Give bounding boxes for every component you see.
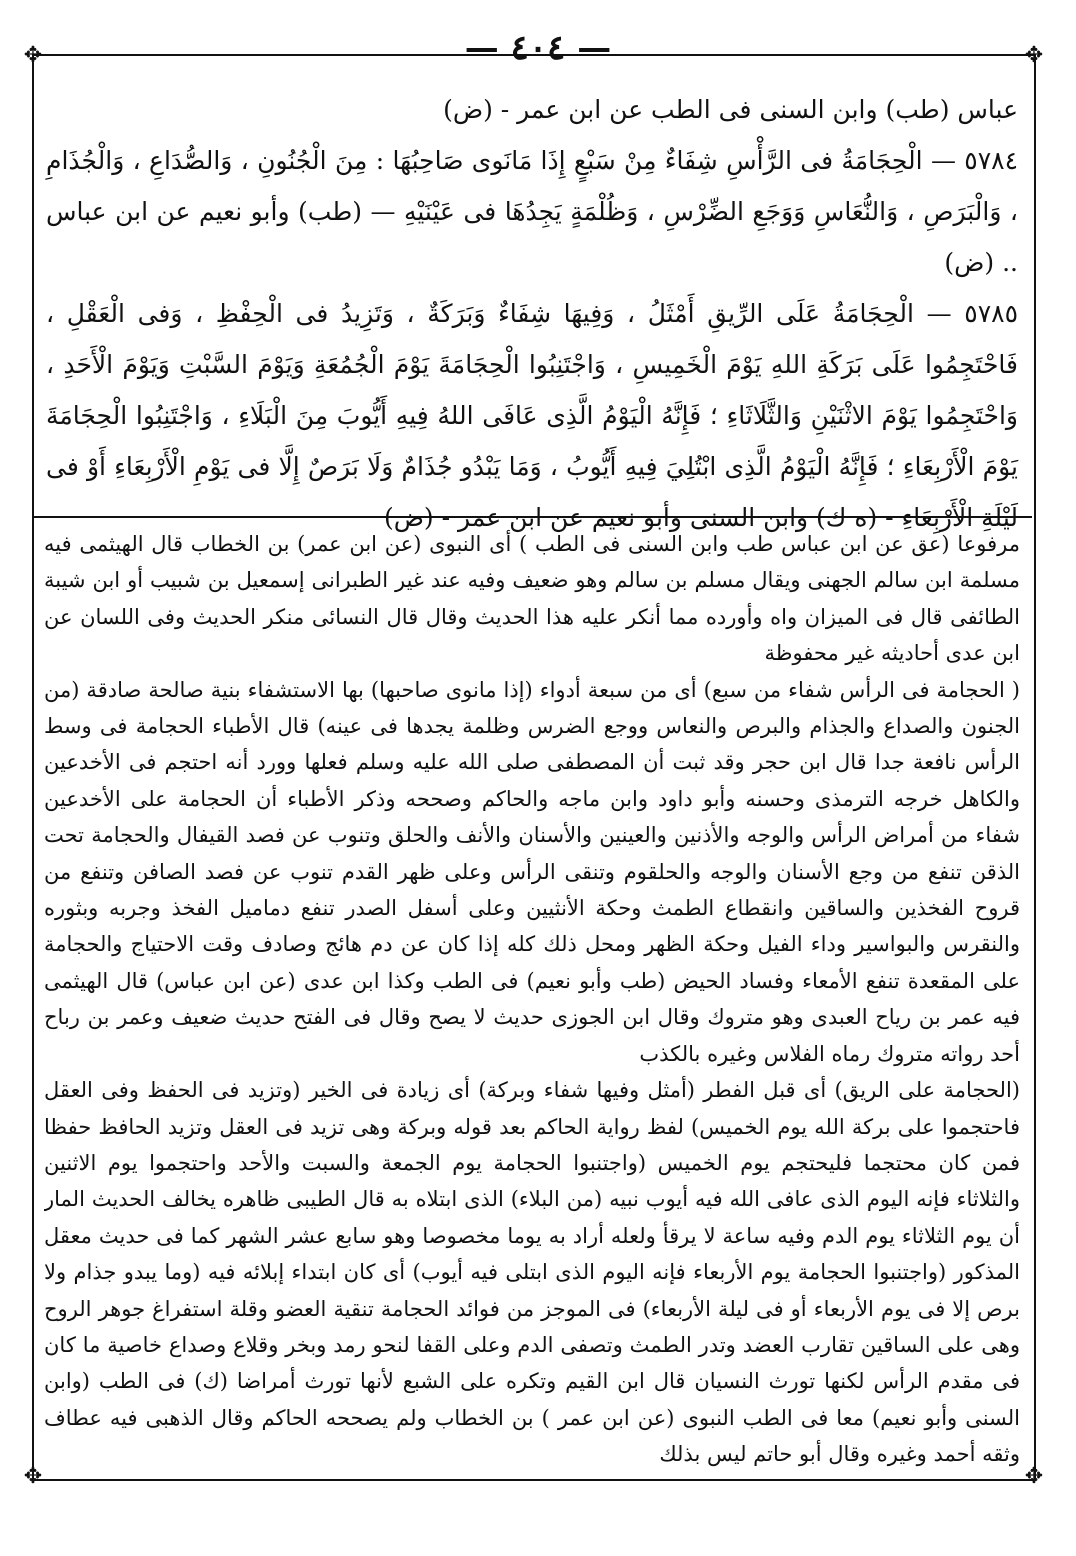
main-text: [46, 84, 1018, 532]
corner-ornament-icon: ✥: [23, 43, 43, 68]
commentary-paragraph: ( الحجامة فى الرأس شفاء من سبع) أى من سبعة أدواء (إذا مانوى صاحبها) بها الاستشفاء بنية صالحة صادقة (من الجنون والصداع والجذام والبرص والنعاس ووجع الضرس وظلمة يجدها فى عينه) قال الأطباء الحجامة فى وسط الرأس نافعة جدا قال ابن حجر وقد ثبت أن المصطفى صلى الله عليه وسلم فعلها وورد أنه احتجم فى الأخدعين والكاهل خرجه الترمذى وحسنه وأبو داود وابن ماجه والحاكم وصححه وذكر الأطباء أن الحجامة على الأخدعين شفاء من أمراض الرأس والوجه والأذنين والعينين والأسنان والأنف والحلق وتنوب عن فصد القيفال والحجامة تحت الذقن تنفع من وجع الأسنان والوجه والحلقوم وتنقى الرأس وعلى ظهر القدم تنوب عن فصد الصافن وتنفع من قروح الفخذين والساقين وانقطاع الطمث وحكة الأنثيين وعلى أسفل الصدر تنفع دماميل الفخذ وجربه وبثوره والنقرس والبواسير وداء الفيل وحكة الظهر ومحل ذلك كله إذا كان عن دم هائج وصادف وقت الاحتياج والحجامة على المقعدة تنفع الأمعاء وفساد الحيض (طب وأبو نعيم) فى الطب وكذا ابن عدى (عن ابن عباس) قال الهيثمى فيه عمر بن رياح العبدى وهو متروك وقال ابن الجوزى حديث لا يصح وقال فى الفتح حديث ضعيف وعمر بن رباح أحد رواته متروك رماه الفلاس وغيره بالكذب: [44, 677, 1020, 1066]
commentary-paragraph: مرفوعا (عق عن ابن عباس طب وابن السنى فى الطب ) أى النبوى (عن ابن عمر) بن الخطاب قال الهيثمى فيه مسلمة ابن سالم الجهنى ويقال مسلم بن سالم وهو ضعيف وفيه عند غير الطبرانى إسمعيل بن شبيب أو ابن شيبة الطائفى قال فى الميزان واه وأورده مما أنكر عليه هذا الحديث وقال قال النسائى منكر الحديث وفى اللسان عن ابن عدى أحاديثه غير محفوظة: [44, 532, 1020, 666]
corner-ornament-icon: ✥: [1024, 1464, 1044, 1489]
corner-ornament-icon: ✥: [1024, 43, 1044, 68]
corner-ornament-icon: ✥: [23, 1464, 43, 1489]
main-paragraph: عباس (طب) وابن السنى فى الطب عن ابن عمر - (ض): [443, 95, 1018, 124]
hadith-5785: ٥٧٨٥ — الْحِجَامَةُ عَلَى الرِّيقِ أَمْثَلُ ، وَفِيهَا شِفَاءٌ وَبَرَكَةٌ ، وَتَزِيدُ فى الْحِفْظِ ، وَفى الْعَقْلِ ، فَاحْتَجِمُوا عَلَى بَرَكَةِ اللهِ يَوْمَ الْخَمِيسِ ، وَاجْتَنِبُوا الْحِجَامَةَ يَوْمَ الْجُمُعَةِ وَيَوْمَ السَّبْتِ وَيَوْمَ الْأَحَدِ ، وَاحْتَجِمُوا يَوْمَ الاثْنَيْنِ وَالثَّلَاثَاءِ ؛ فَإِنَّهُ الْيَوْمُ الَّذِى عَافَى اللهُ فِيهِ أَيُّوبَ مِنَ الْبَلَاءِ ، وَاجْتَنِبُوا الْحِجَامَةَ يَوْمَ الْأَرْبِعَاءِ ؛ فَإِنَّهُ الْيَوْمُ الَّذِى ابْتُلِيَ فِيهِ أَيُّوبُ ، وَمَا يَبْدُو جُذَامٌ وَلَا بَرَصٌ إِلَّا فى يَوْمِ الْأَرْبِعَاءِ أَوْ فى لَيْلَةِ الْأَرْبِعَاءِ - (ه ك) وابن السنى وأبو نعيم عن ابن عمر - (ض): [46, 299, 1018, 532]
commentary: [44, 526, 1020, 1472]
section-divider: [34, 516, 1032, 518]
hadith-5784: ٥٧٨٤ — الْحِجَامَةُ فى الرَّأْسِ شِفَاءٌ مِنْ سَبْعٍ إِذَا مَانَوى صَاحِبُهَا : مِنَ الْجُنُونِ ، وَالصُّدَاعِ ، وَالْجُذَامِ ، وَالْبَرَصِ ، وَالنُّعَاسِ وَوَجَعِ الضِّرْسِ ، وَظُلْمَةٍ يَجِدُهَا فى عَيْنَيْهِ — (طب) وأبو نعيم عن ابن عباس .. (ض): [46, 146, 1018, 277]
page-number: — ٤٠٤ —: [464, 28, 612, 68]
commentary-paragraph: (الحجامة على الريق) أى قبل الفطر (أمثل وفيها شفاء وبركة) أى زيادة فى الخير (وتزيد فى الحفظ وفى العقل فاحتجموا على بركة الله يوم الخميس) لفظ رواية الحاكم بعد قوله وبركة وهى تزيد فى العقل وتزيد الحافظ حفظا فمن كان محتجما فليحتجم يوم الخميس (واجتنبوا الحجامة يوم الجمعة والسبت والأحد واحتجموا يوم الاثنين والثلاثاء فإنه اليوم الذى عافى الله فيه أيوب نبيه (من البلاء) الذى ابتلاه به قال الطيبى ظاهره يخالف الحديث المار أن يوم الثلاثاء يوم الدم وفيه ساعة لا يرقأ ولعله أراد به يوما مخصوصا وهو سابع عشر الشهر كما فى حديث معقل المذكور (واجتنبوا الحجامة يوم الأربعاء فإنه اليوم الذى ابتلى فيه أيوب) أى كان ابتداء إبلائه فيه (وما يبدو جذام ولا برص إلا فى يوم الأربعاء أو فى ليلة الأربعاء) فى الموجز من فوائد الحجامة تنقية العضو وقلة استفراغ جوهر الروح وهى على الساقين تقارب العضد وتدر الطمث وتصفى الدم وعلى القفا لنحو رمد وبخر وقلاع وصداع خاصية ما كان فى مقدم الرأس لكنها تورث النسيان قال ابن القيم وتكره على الشبع لأنها تورث أمراضا (ك) فى الطب (وابن السنى وأبو نعيم) معا فى الطب النبوى (عن ابن عمر ) بن الخطاب ولم يصححه الحاكم وقال الذهبى فيه عطاف وثقه أحمد وغيره وقال أبو حاتم ليس بذلك: [44, 1078, 1020, 1467]
